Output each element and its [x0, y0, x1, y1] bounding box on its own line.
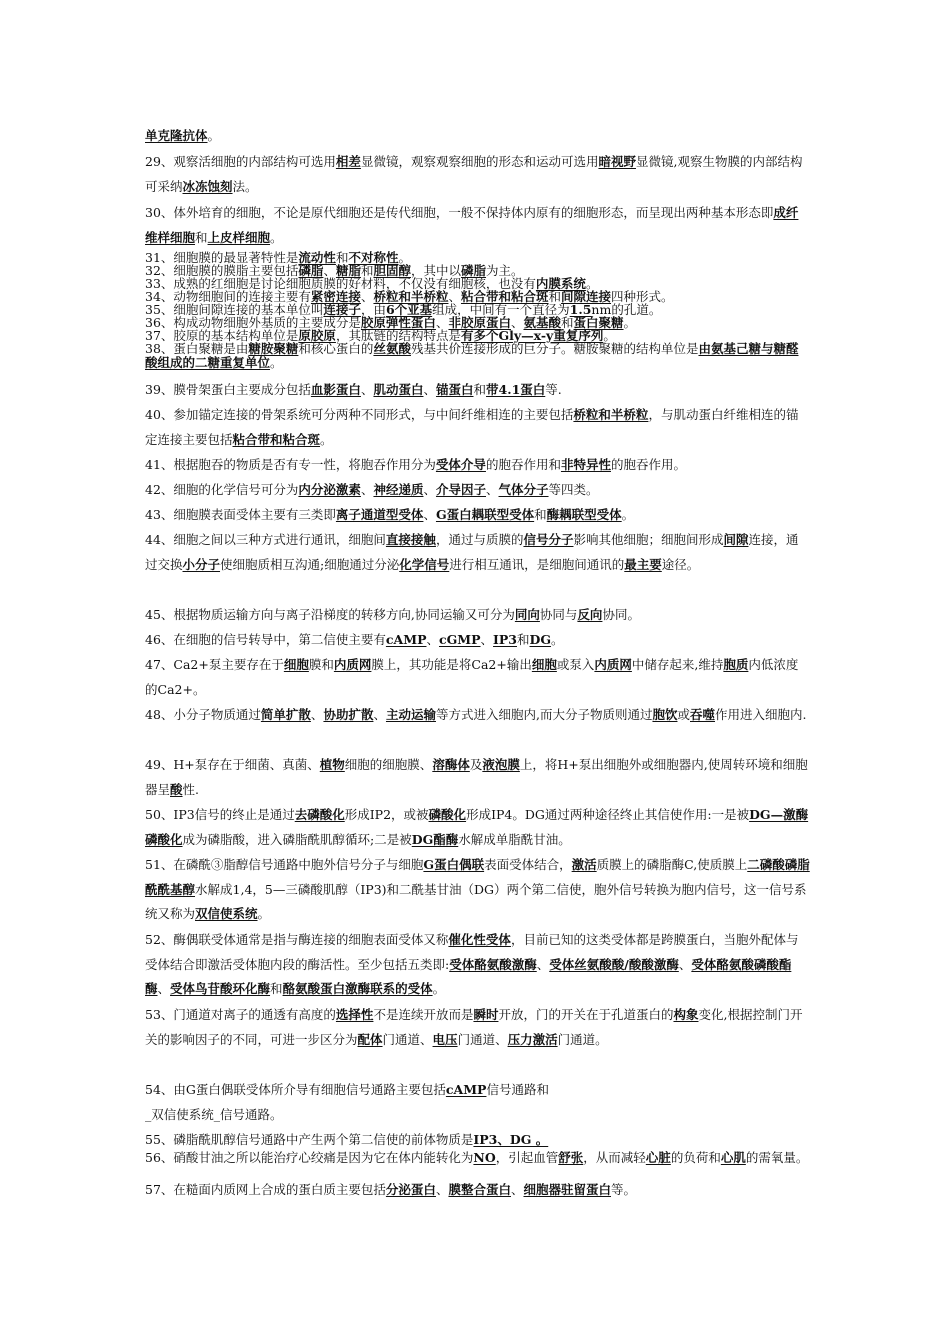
- answer-blank: 间隙连接: [561, 289, 612, 304]
- answer-blank: 流动性: [298, 250, 336, 265]
- answer-blank: 上皮样细胞: [207, 229, 271, 245]
- question-text: 门通道、: [457, 1031, 508, 1047]
- answer-blank: 胆固醇: [373, 263, 411, 278]
- question-text: 、: [510, 315, 524, 330]
- question-text: 、: [510, 1182, 524, 1197]
- question-text: 的负荷和: [670, 1150, 721, 1165]
- question-text: 显微镜,观察生物膜的内部结构可采纳: [145, 154, 803, 194]
- answer-blank: 配体: [357, 1031, 383, 1047]
- answer-blank: 6个亚基: [385, 302, 433, 317]
- question-paragraph: [145, 703, 810, 728]
- question-text: 。: [257, 906, 271, 921]
- question-text: ，由: [360, 302, 386, 317]
- answer-blank: 间隙: [723, 532, 749, 547]
- answer-blank: 液泡膜: [482, 757, 520, 772]
- answer-blank: 二磷酸磷脂酰酰基醇: [145, 857, 810, 897]
- answer-blank: cGMP: [438, 632, 481, 647]
- answer-blank: 锚蛋白: [435, 382, 474, 397]
- answer-blank: NO: [473, 1150, 496, 1165]
- answer-blank: 有多个Gly—x-y重复序列: [460, 328, 604, 343]
- question-text: 膜和: [308, 657, 334, 672]
- answer-blank: 催化性受体: [448, 932, 511, 947]
- answer-blank: 离子通道型受体: [335, 507, 424, 522]
- answer-blank: 丝氨酸: [373, 341, 411, 356]
- question-text: ，其中以: [411, 263, 462, 278]
- answer-blank: 神经递质: [373, 482, 424, 497]
- question-text: 和: [335, 250, 349, 265]
- question-text: ，通过与质膜的: [435, 532, 524, 547]
- question-text: 质膜上的磷脂酶C,使质膜上: [596, 857, 748, 872]
- question-text: 和: [360, 263, 374, 278]
- question-text: 细胞的细胞膜、: [344, 757, 433, 772]
- question-text: 。: [207, 128, 221, 143]
- question-text: 、: [480, 632, 494, 647]
- question-text: 成为磷脂酸，进入磷脂酰肌醇循环;二是被: [182, 831, 412, 847]
- question-text: 等四类。: [548, 482, 599, 497]
- question-text: 、: [536, 956, 550, 972]
- question-paragraph: [145, 150, 810, 199]
- answer-blank: 气体分子: [498, 482, 549, 497]
- answer-blank: 蛋白聚糖: [573, 315, 624, 330]
- answer-blank: 小分子: [182, 556, 221, 572]
- answer-blank: 桥粒和半桥粒: [573, 407, 649, 422]
- answer-blank: 带4.1蛋白: [486, 382, 546, 397]
- answer-blank: G蛋白耦联型受体: [435, 507, 535, 522]
- question-text: 30、体外培育的细胞，不论是原代细胞还是传代细胞，一般不保持体内原有的细胞形态，而呈现出两种基本形态即: [145, 205, 774, 220]
- answer-blank: IP3、DG 。: [473, 1132, 549, 1147]
- answer-blank: 细胞器驻留蛋白: [523, 1182, 611, 1197]
- question-text: 协同。: [602, 607, 640, 622]
- answer-blank: 粘合带和粘合斑: [232, 431, 321, 447]
- question-paragraph: [145, 628, 810, 653]
- answer-blank: 简单扩散: [260, 707, 311, 722]
- question-text: 和核心蛋白的: [298, 341, 374, 356]
- question-text: 54、由G蛋白偶联受体所介导有细胞信号通路主要包括: [145, 1082, 446, 1097]
- question-text: 、: [426, 632, 439, 647]
- question-text: 49、H+泵存在于细菌、真菌、: [145, 757, 320, 772]
- answer-blank: 肌动蛋白: [373, 382, 424, 397]
- question-text: 途径。: [661, 556, 700, 572]
- question-text: 。: [432, 981, 446, 996]
- answer-blank: 电压: [432, 1031, 458, 1047]
- question-text: 51、在磷酰③脂醇信号通路中胞外信号分子与细胞: [145, 857, 424, 872]
- question-text: 和: [473, 382, 487, 397]
- question-text: 的胞吞作用。: [610, 457, 686, 472]
- answer-blank: 糖胺聚糖: [248, 341, 299, 356]
- answer-blank: 受体酪氨酸磷酸酯酶: [145, 956, 792, 996]
- question-paragraph: [145, 503, 810, 528]
- answer-blank: 去磷酸化: [294, 807, 345, 822]
- answer-blank: 酪氨酸蛋白激酶联系的受体: [282, 981, 433, 996]
- answer-blank: 原胶原: [298, 328, 336, 343]
- question-text: 形成IP2，或被: [344, 807, 429, 822]
- question-text: 及: [469, 757, 483, 772]
- question-text: 31、细胞膜的最显著特性是: [145, 250, 299, 265]
- question-text: 43、细胞膜表面受体主要有三类即: [145, 507, 336, 522]
- question-text: 上，将H+泵出细胞外或细胞器内,使周转环境和细胞器呈: [145, 757, 808, 797]
- question-paragraph: [145, 201, 810, 250]
- question-text: 或: [677, 707, 690, 722]
- answer-blank: 胞质: [723, 657, 749, 672]
- question-text: 表面受体结合，: [484, 857, 572, 872]
- question-text: 、: [360, 289, 374, 304]
- answer-blank: 协助扩散: [323, 707, 374, 722]
- question-text: 29、观察活细胞的内部结构可选用: [145, 154, 336, 169]
- question-text: 水解成单脂酰甘油。: [458, 831, 571, 847]
- answer-blank: 受体酪氨酸激酶: [449, 956, 537, 972]
- answer-blank: G蛋白偶联: [423, 857, 485, 872]
- question-text: 33、成熟的红细胞是讨论细胞质膜的好材料，不仅没有细胞核，也没有: [145, 276, 536, 291]
- question-text: 影响其他细胞；细胞间形成: [573, 532, 724, 547]
- question-text: 等.: [545, 382, 562, 397]
- question-text: 、: [310, 707, 324, 722]
- question-text: 、: [360, 382, 374, 397]
- answer-blank: 心肌: [720, 1150, 746, 1165]
- answer-blank: 酶耦联型受体: [546, 507, 622, 522]
- answer-blank: 酸: [170, 781, 183, 797]
- answer-blank: 紧密连接: [310, 289, 361, 304]
- question-text: 。: [270, 354, 283, 370]
- answer-blank: 非胶原蛋白: [448, 315, 511, 330]
- question-paragraph: [145, 342, 810, 369]
- answer-blank: cAMP: [385, 632, 427, 647]
- question-text: 。: [551, 632, 564, 647]
- answer-blank: 介导因子: [435, 482, 486, 497]
- question-text: 34、动物细胞间的连接主要有: [145, 289, 311, 304]
- answer-blank: 内质网: [594, 657, 632, 672]
- question-text: nm的孔道。: [591, 302, 662, 317]
- question-text: 、: [486, 482, 499, 497]
- question-text: 。: [398, 250, 411, 265]
- question-paragraph: [145, 1078, 810, 1103]
- question-text: 、: [423, 482, 436, 497]
- question-text: 、: [323, 263, 336, 278]
- question-text: 46、在细胞的信号转导中，第二信使主要有: [145, 632, 386, 647]
- question-text: 。: [623, 315, 637, 330]
- answer-blank: 由氨基己糖与糖醛酸组成的二糖重复单位: [145, 341, 799, 370]
- question-text: 39、膜骨架蛋白主要成分包括: [145, 382, 311, 397]
- question-text: 、: [360, 482, 374, 497]
- question-text: 残基共价连接形成的巨分子。糖胺聚糖的结构单位是: [410, 341, 699, 356]
- question-paragraph: [145, 453, 810, 478]
- answer-blank: 细胞: [283, 657, 309, 672]
- question-text: ，其肽链的结构特点是: [335, 328, 461, 343]
- answer-blank: 压力激活: [507, 1031, 558, 1047]
- question-text: 和: [270, 981, 283, 996]
- answer-blank: cAMP: [445, 1082, 487, 1097]
- answer-blank: 非特异性: [560, 457, 611, 472]
- question-paragraph: [145, 124, 810, 149]
- question-paragraph: [145, 1128, 810, 1153]
- answer-blank: 桥粒和半桥粒: [373, 289, 449, 304]
- question-text: 膜上，其功能是将Ca2+输出: [371, 657, 532, 672]
- question-text: 40、参加锚定连接的骨架系统可分两种不同形式，与中间纤维相连的主要包括: [145, 407, 574, 422]
- answer-blank: 磷脂: [461, 263, 487, 278]
- question-text: 显微镜，观察观察细胞的形态和运动可选用: [360, 154, 599, 169]
- answer-blank: 受体介导: [435, 457, 486, 472]
- question-text: 使细胞质相互沟通;细胞通过分泌: [220, 556, 400, 572]
- question-text: 不是连续开放而是: [373, 1007, 474, 1022]
- answer-blank: IP3: [493, 632, 517, 647]
- question-text: 55、磷脂酰肌醇信号通路中产生两个第二信使的前体物质是: [145, 1132, 474, 1147]
- answer-blank: 吞噬: [690, 707, 716, 722]
- question-text: 、: [157, 981, 171, 996]
- question-paragraph: [145, 403, 810, 452]
- question-text: 进行相互通讯，是细胞间通讯的: [449, 556, 625, 572]
- answer-blank: 膜整合蛋白: [448, 1182, 511, 1197]
- question-text: 42、细胞的化学信号可分为: [145, 482, 299, 497]
- answer-blank: 连接子: [323, 302, 361, 317]
- answer-blank: 氨基酸: [523, 315, 561, 330]
- question-text: 、: [435, 1182, 449, 1197]
- answer-blank: 分泌蛋白: [385, 1182, 436, 1197]
- question-text: 、: [423, 382, 436, 397]
- question-paragraph: [145, 478, 810, 503]
- answer-blank: 同向: [514, 607, 540, 622]
- question-text: 57、在糙面内质网上合成的蛋白质主要包括: [145, 1182, 386, 1197]
- question-text: 和: [534, 507, 547, 522]
- question-text: _双信使系统_信号通路。: [145, 1107, 283, 1122]
- answer-blank: 受体丝氨酸酸/酸酸激酶: [549, 956, 679, 972]
- question-text: 等。: [611, 1182, 637, 1197]
- question-text: ，目前已知的这类受体都是跨膜蛋白，当胞外配体与受体结合即激活受体胞内段的酶活性。至少包括五类即:: [145, 932, 799, 972]
- answer-blank: 构象: [673, 1007, 699, 1022]
- question-text: ，引起血管: [495, 1150, 559, 1165]
- question-text: 和: [516, 632, 530, 647]
- question-text: 门通道、: [382, 1031, 433, 1047]
- question-text: 内低浓度的Ca2+。: [145, 657, 799, 697]
- question-paragraph: [145, 1151, 810, 1165]
- question-text: 41、根据胞吞的物质是否有专一性，将胞吞作用分为: [145, 457, 436, 472]
- answer-blank: DG酯酶: [411, 831, 459, 847]
- question-paragraph: [145, 928, 810, 1002]
- question-paragraph: [145, 753, 810, 802]
- answer-blank: 糖脂: [335, 263, 361, 278]
- question-text: 、: [423, 507, 436, 522]
- answer-blank: DG—激酶磷酸化: [145, 807, 809, 847]
- question-text: 连接，通过交换: [145, 532, 799, 572]
- question-text: 45、根据物质运输方向与离子沿梯度的转移方向,协同运输又可分为: [145, 607, 515, 622]
- answer-blank: 暗视野: [598, 154, 636, 169]
- question-paragraph: [145, 1103, 810, 1128]
- question-text: 32、细胞膜的膜脂主要包括: [145, 263, 299, 278]
- question-text: 或泵入: [556, 657, 595, 672]
- question-text: 信号通路和: [486, 1082, 549, 1097]
- question-text: 的需氧量。: [745, 1150, 809, 1165]
- question-text: 中储存起来,维持: [631, 657, 724, 672]
- question-text: 组成，中间有一个直径为: [432, 302, 570, 317]
- question-text: 。: [603, 328, 616, 343]
- question-paragraph: [145, 528, 810, 577]
- answer-blank: 磷酸化: [428, 807, 467, 822]
- answer-blank: 胶原弹性蛋白: [360, 315, 436, 330]
- question-paragraph: [145, 853, 810, 927]
- answer-blank: 冰冻蚀刻: [182, 178, 233, 194]
- answer-blank: 植物: [319, 757, 345, 772]
- answer-blank: 舒张: [558, 1150, 584, 1165]
- question-text: 56、硝酸甘油之所以能治疗心绞痛是因为它在体内能转化为: [145, 1150, 474, 1165]
- question-text: 38、蛋白聚糖是由: [145, 341, 249, 356]
- question-text: 。: [320, 431, 333, 447]
- answer-blank: 不对称性: [348, 250, 399, 265]
- answer-blank: 溶酶体: [432, 757, 470, 772]
- question-text: 等方式进入细胞内,而大分子物质则通过: [435, 707, 653, 722]
- question-text: 47、Ca2+泵主要存在于: [145, 657, 284, 672]
- answer-blank: 内质网: [333, 657, 372, 672]
- question-text: 。: [621, 507, 635, 522]
- answer-blank: 相差: [335, 154, 361, 169]
- question-text: 。: [585, 276, 599, 291]
- question-text: 。: [270, 229, 283, 245]
- question-text: 作用进入细胞内.: [715, 707, 807, 722]
- question-paragraph: [145, 1003, 810, 1052]
- answer-blank: 单克隆抗体: [145, 128, 208, 143]
- question-text: 53、门通道对离子的通透有高度的: [145, 1007, 336, 1022]
- question-text: 37、胶原的基本结构单位是: [145, 328, 299, 343]
- question-paragraph: [145, 378, 810, 403]
- question-text: 和: [548, 289, 562, 304]
- answer-blank: 粘合带和粘合斑: [460, 289, 549, 304]
- answer-blank: 胞饮: [652, 707, 678, 722]
- question-text: 、: [373, 707, 386, 722]
- answer-blank: 反向: [577, 607, 603, 622]
- question-text: 50、IP3信号的终止是通过: [145, 807, 295, 822]
- answer-blank: 化学信号: [399, 556, 450, 572]
- question-text: 、: [435, 315, 449, 330]
- answer-blank: 信号分子: [523, 532, 574, 547]
- question-text: 、: [448, 289, 461, 304]
- answer-blank: 血影蛋白: [310, 382, 361, 397]
- question-paragraph: [145, 603, 810, 628]
- question-text: 36、构成动物细胞外基质的主要成分是: [145, 315, 361, 330]
- answer-blank: 激活: [571, 857, 597, 872]
- answer-blank: 双信使系统: [195, 906, 258, 921]
- answer-blank: 最主要: [624, 556, 662, 572]
- answer-blank: 主动运输: [385, 707, 436, 722]
- question-text: 44、细胞之间以三种方式进行通讯，细胞间: [145, 532, 386, 547]
- question-text: 法。: [232, 178, 258, 194]
- answer-blank: DG: [529, 632, 552, 647]
- answer-blank: 内分泌激素: [298, 482, 361, 497]
- answer-blank: 选择性: [335, 1007, 374, 1022]
- question-paragraph: [145, 803, 810, 852]
- answer-blank: 内膜系统: [535, 276, 586, 291]
- question-text: 的胞吞作用和: [485, 457, 561, 472]
- question-text: 门通道。: [557, 1031, 608, 1047]
- question-paragraph: [145, 653, 810, 702]
- question-text: 和: [561, 315, 574, 330]
- answer-blank: 直接接触: [385, 532, 436, 547]
- question-text: 变化,根据控制门开关的影响因子的不同，可进一步区分为: [145, 1007, 803, 1047]
- question-text: 48、小分子物质通过: [145, 707, 261, 722]
- question-text: 52、酶偶联受体通常是指与酶连接的细胞表面受体又称: [145, 932, 449, 947]
- question-text: ，从而减轻: [583, 1150, 646, 1165]
- question-text: 为主。: [486, 263, 524, 278]
- question-text: 四种形式。: [611, 289, 674, 304]
- question-text: 、: [678, 956, 692, 972]
- question-text: ，与肌动蛋白纤维相连的锚定连接主要包括: [145, 407, 799, 447]
- question-text: 35、细胞间隙连接的基本单位叫: [145, 302, 324, 317]
- question-text: 形成IP4。DG通过两种途径终止其信使作用:一是被: [466, 807, 750, 822]
- answer-blank: 细胞: [531, 657, 557, 672]
- answer-blank: 瞬时: [473, 1007, 499, 1022]
- question-text: 协同与: [539, 607, 578, 622]
- question-text: 水解成1,4，5—三磷酸肌醇（IP3)和二酰基甘油（DG）两个第二信使，胞外信号转换为胞内信号，这一信号系统又称为: [145, 881, 807, 921]
- answer-blank: 1.5: [569, 302, 592, 317]
- question-text: 开放，门的开关在于孔道蛋白的: [498, 1007, 674, 1022]
- question-paragraph: [145, 1178, 810, 1203]
- question-text: 性.: [182, 781, 200, 797]
- question-text: 和: [195, 229, 208, 245]
- answer-blank: 心脏: [645, 1150, 671, 1165]
- answer-blank: 磷脂: [298, 263, 324, 278]
- answer-blank: 受体鸟苷酸环化酶: [170, 981, 271, 996]
- answer-blank: 成纤维样细胞: [145, 205, 799, 245]
